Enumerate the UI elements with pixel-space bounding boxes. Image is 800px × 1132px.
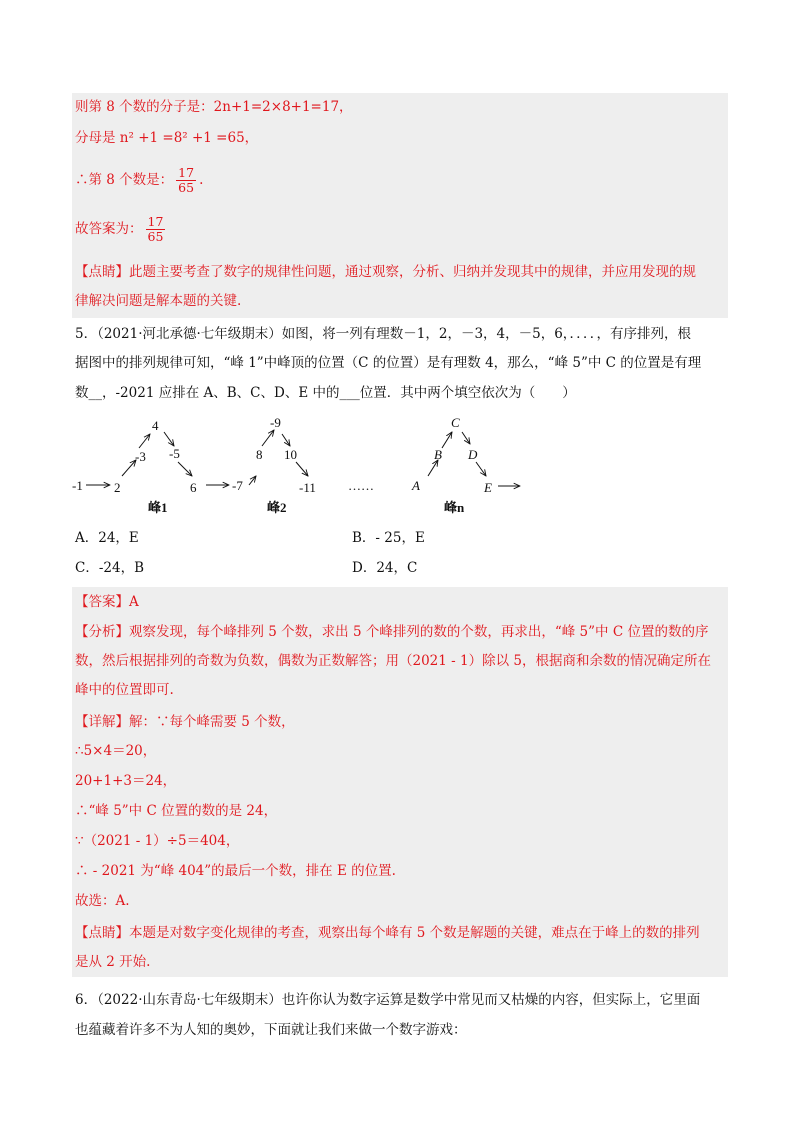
question-text: 数__，-2021 应排在 A、B、C、D、E 中的___位置．其中两个填空依次为（ ） [75, 385, 576, 401]
peak1-right-mid: -5 [169, 446, 180, 461]
dianjing-line: 律解决问题是解本题的关键. [75, 293, 242, 309]
fraction: $\frac{17}{65}$ [178, 165, 195, 195]
peak1-top: 4 [152, 418, 159, 433]
option-c[interactable]: C．-24，B [75, 560, 144, 576]
peak1-bottom-left: 2 [114, 480, 121, 495]
answer-line: 故答案为： $\frac{17}{65}$ [75, 214, 164, 244]
peak2-top: -9 [270, 415, 281, 430]
peakn-label: 峰n [444, 500, 465, 515]
xiangjie-line: 20+1+3＝24， [75, 773, 177, 789]
peak1-left-mid: -3 [135, 449, 146, 464]
xiangjie-line: ∴“峰 5”中 C 位置的数的是 24， [75, 803, 278, 819]
peak2-right-mid: 10 [284, 447, 297, 462]
question-text: 据图中的排列规律可知，“峰 1”中峰顶的位置（C 的位置）是有理数 4，那么，“峰 5”中 C 的位置是有理 [75, 355, 702, 371]
peakn-start: A [412, 478, 420, 493]
question-text: 6．（2022·山东青岛·七年级期末）也许你认为数字运算是数学中常见而又枯燥的内容，但实际上，它里面 [75, 992, 701, 1008]
peak1-start: -1 [72, 478, 83, 493]
fenxi-line: 数，然后根据排列的奇数为负数，偶数为正数解答；用（2021 - 1）除以 5，根据商和余数的情况确定所在 [75, 653, 711, 669]
solution-line: ∴第 8 个数是： $\frac{17}{65}$ . [75, 165, 204, 195]
figure-ellipsis: …… [348, 478, 374, 493]
peak2-start: -7 [232, 478, 243, 493]
option-b[interactable]: B．- 25，E [352, 530, 425, 546]
peak-figure [72, 412, 532, 522]
peakn-left-mid: B [434, 447, 442, 462]
question-text: 也蕴藏着许多不为人知的奥妙，下面就让我们来做一个数字游戏： [75, 1022, 467, 1038]
choice-line: 故选：A. [75, 893, 130, 909]
dianjing-line: 【点睛】此题主要考查了数字的规律性问题，通过观察，分析、归纳并发现其中的规律，并应用发现的规 [75, 264, 696, 280]
peak1-bottom-right: 6 [190, 480, 197, 495]
dianjing-line: 是从 2 开始. [75, 954, 151, 970]
option-d[interactable]: D．24，C [352, 560, 418, 576]
xiangjie-line: ∴ - 2021 为“峰 404”的最后一个数，排在 E 的位置. [75, 863, 396, 879]
peakn-right-mid: D [468, 447, 478, 462]
fenxi-line: 峰中的位置即可. [75, 682, 174, 698]
xiangjie-line: ∴5×4＝20， [75, 743, 157, 759]
peakn-top: C [451, 415, 460, 430]
dianjing-line: 【点睛】本题是对数字变化规律的考查，观察出每个峰有 5 个数是解题的关键，难点在于峰上的数的排列 [75, 925, 700, 941]
fenxi-line: 【分析】观察发现，每个峰排列 5 个数，求出 5 个峰排列的数的个数，再求出，“峰 5”中 C 位置的数的序 [75, 624, 709, 640]
peak2-label: 峰2 [267, 500, 287, 515]
xiangjie-line: ∵（2021 - 1）÷5＝404， [75, 833, 240, 849]
question-text: 5．（2021·河北承德·七年级期末）如图，将一列有理数－1，2，－3，4，－5，6，．．．．，有序排列，根 [75, 326, 692, 342]
peakn-bottom-right: E [484, 480, 492, 495]
solution-block-previous [72, 93, 728, 318]
arrow-group [86, 430, 520, 486]
solution-text: ∴第 8 个数是： [75, 172, 174, 188]
peak2-bottom-right: -11 [299, 480, 316, 495]
peak2-left-mid: 8 [256, 447, 263, 462]
solution-line: 分母是 n² +1 =8² +1 =65， [75, 130, 259, 146]
option-a[interactable]: A．24，E [75, 530, 139, 546]
fraction: $\frac{17}{65}$ [147, 214, 164, 244]
solution-line: 则第 8 个数的分子是：2n+1=2×8+1=17， [75, 99, 353, 115]
xiangjie-line: 【详解】解：∵每个峰需要 5 个数， [75, 714, 295, 730]
peak1-label: 峰1 [148, 500, 168, 515]
answer-tag: 【答案】A [75, 594, 139, 610]
